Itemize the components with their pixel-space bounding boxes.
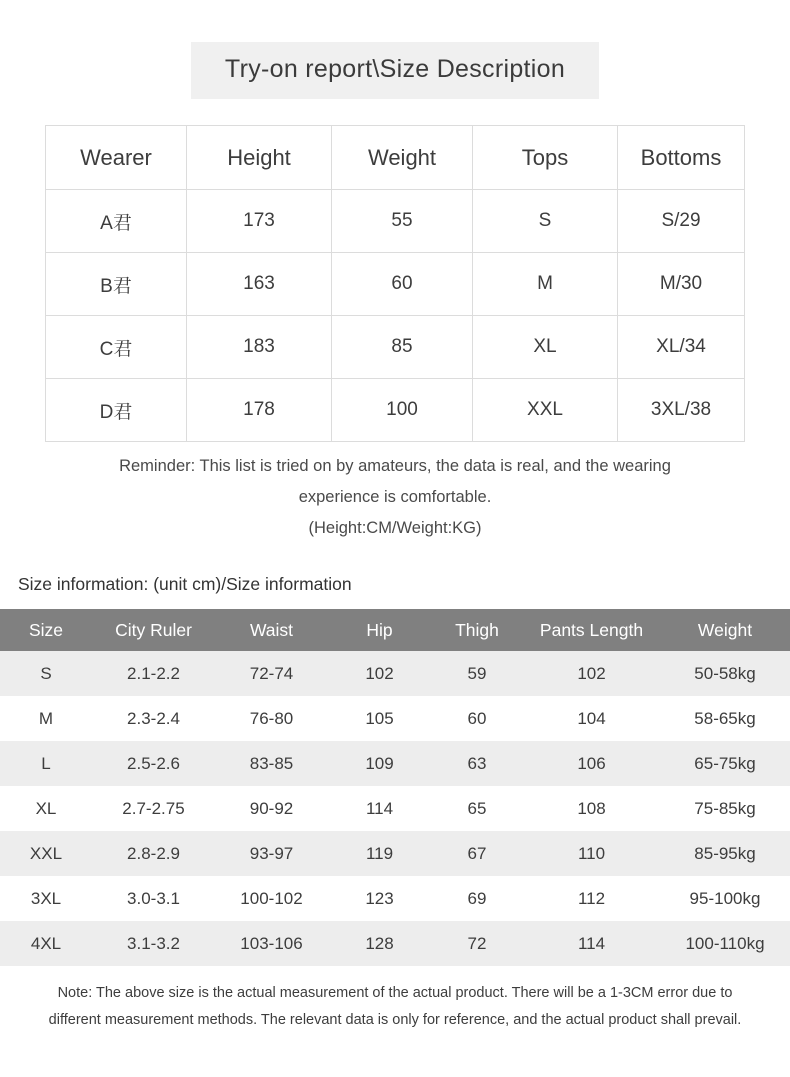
- cell-hip: 109: [328, 741, 431, 786]
- table-row: [46, 253, 745, 316]
- cell-weight: 65-75kg: [660, 741, 790, 786]
- table-row: [0, 651, 790, 696]
- cell-height: 163: [187, 253, 332, 316]
- cell-height: 178: [187, 379, 332, 442]
- cell-size: XXL: [0, 831, 92, 876]
- cell-bottoms: M/30: [618, 253, 745, 316]
- size-table: [0, 609, 790, 966]
- column-header-thigh: Thigh: [431, 609, 523, 651]
- cell-city-ruler: 2.1-2.2: [92, 651, 215, 696]
- cell-waist: 103-106: [215, 921, 328, 966]
- cell-size: L: [0, 741, 92, 786]
- cell-hip: 123: [328, 876, 431, 921]
- cell-city-ruler: 3.0-3.1: [92, 876, 215, 921]
- size-table-container: [0, 609, 790, 966]
- column-header-hip: Hip: [328, 609, 431, 651]
- reminder-text: [65, 451, 725, 544]
- cell-waist: 100-102: [215, 876, 328, 921]
- cell-weight: 85-95kg: [660, 831, 790, 876]
- cell-city-ruler: 3.1-3.2: [92, 921, 215, 966]
- note-line-2: different measurement methods. The relevant data is only for reference, and the actual product shall prevail.: [48, 1012, 742, 1028]
- table-row: [0, 741, 790, 786]
- column-header-waist: Waist: [215, 609, 328, 651]
- cell-pants-length: 104: [523, 696, 660, 741]
- table-row: [46, 190, 745, 253]
- cell-city-ruler: 2.5-2.6: [92, 741, 215, 786]
- cell-hip: 102: [328, 651, 431, 696]
- table-row: [0, 786, 790, 831]
- cell-size: 4XL: [0, 921, 92, 966]
- cell-tops: XL: [473, 316, 618, 379]
- cell-weight: 100-110kg: [660, 921, 790, 966]
- cell-pants-length: 108: [523, 786, 660, 831]
- cell-bottoms: 3XL/38: [618, 379, 745, 442]
- cell-city-ruler: 2.8-2.9: [92, 831, 215, 876]
- table-row: [46, 316, 745, 379]
- note-line-1: Note: The above size is the actual measurement of the actual product. There will be a 1-3CM error due to: [57, 985, 733, 1001]
- column-header-weight: Weight: [660, 609, 790, 651]
- cell-size: M: [0, 696, 92, 741]
- page-title: Try-on report\Size Description: [191, 42, 599, 99]
- try-on-table: [45, 125, 745, 442]
- cell-tops: M: [473, 253, 618, 316]
- size-table-head: [0, 609, 790, 651]
- cell-weight: 95-100kg: [660, 876, 790, 921]
- cell-pants-length: 106: [523, 741, 660, 786]
- cell-thigh: 60: [431, 696, 523, 741]
- try-on-table-head: [46, 126, 745, 190]
- column-header-city-ruler: City Ruler: [92, 609, 215, 651]
- measurement-note: [20, 980, 770, 1034]
- cell-height: 173: [187, 190, 332, 253]
- table-row: [0, 921, 790, 966]
- cell-hip: 128: [328, 921, 431, 966]
- cell-weight: 60: [332, 253, 473, 316]
- size-table-body: [0, 651, 790, 966]
- cell-bottoms: S/29: [618, 190, 745, 253]
- cell-pants-length: 114: [523, 921, 660, 966]
- column-header-weight: Weight: [332, 126, 473, 190]
- cell-hip: 105: [328, 696, 431, 741]
- column-header-pants-length: Pants Length: [523, 609, 660, 651]
- cell-waist: 72-74: [215, 651, 328, 696]
- cell-size: S: [0, 651, 92, 696]
- column-header-tops: Tops: [473, 126, 618, 190]
- cell-weight: 58-65kg: [660, 696, 790, 741]
- cell-thigh: 59: [431, 651, 523, 696]
- cell-size: XL: [0, 786, 92, 831]
- column-header-wearer: Wearer: [46, 126, 187, 190]
- cell-bottoms: XL/34: [618, 316, 745, 379]
- cell-wearer: B君: [46, 253, 187, 316]
- try-on-table-container: [45, 125, 745, 442]
- table-row: [46, 379, 745, 442]
- table-header-row: [46, 126, 745, 190]
- cell-city-ruler: 2.7-2.75: [92, 786, 215, 831]
- column-header-height: Height: [187, 126, 332, 190]
- table-row: [0, 876, 790, 921]
- cell-weight: 100: [332, 379, 473, 442]
- column-header-bottoms: Bottoms: [618, 126, 745, 190]
- cell-weight: 75-85kg: [660, 786, 790, 831]
- reminder-line-1: Reminder: This list is tried on by amateurs, the data is real, and the wearing: [119, 457, 671, 475]
- cell-tops: S: [473, 190, 618, 253]
- cell-waist: 93-97: [215, 831, 328, 876]
- cell-pants-length: 110: [523, 831, 660, 876]
- title-container: [0, 0, 790, 99]
- cell-thigh: 72: [431, 921, 523, 966]
- table-row: [0, 831, 790, 876]
- cell-pants-length: 102: [523, 651, 660, 696]
- cell-weight: 50-58kg: [660, 651, 790, 696]
- table-row: [0, 696, 790, 741]
- cell-thigh: 65: [431, 786, 523, 831]
- cell-size: 3XL: [0, 876, 92, 921]
- reminder-line-3: (Height:CM/Weight:KG): [308, 519, 482, 537]
- cell-hip: 114: [328, 786, 431, 831]
- column-header-size: Size: [0, 609, 92, 651]
- cell-weight: 55: [332, 190, 473, 253]
- cell-weight: 85: [332, 316, 473, 379]
- try-on-table-body: [46, 190, 745, 442]
- cell-tops: XXL: [473, 379, 618, 442]
- table-header-row: [0, 609, 790, 651]
- reminder-line-2: experience is comfortable.: [298, 488, 492, 506]
- cell-thigh: 69: [431, 876, 523, 921]
- cell-hip: 119: [328, 831, 431, 876]
- size-information-heading: Size information: (unit cm)/Size information: [18, 574, 352, 594]
- cell-waist: 90-92: [215, 786, 328, 831]
- cell-height: 183: [187, 316, 332, 379]
- cell-wearer: D君: [46, 379, 187, 442]
- cell-waist: 76-80: [215, 696, 328, 741]
- cell-waist: 83-85: [215, 741, 328, 786]
- cell-wearer: A君: [46, 190, 187, 253]
- cell-city-ruler: 2.3-2.4: [92, 696, 215, 741]
- cell-wearer: C君: [46, 316, 187, 379]
- cell-pants-length: 112: [523, 876, 660, 921]
- cell-thigh: 67: [431, 831, 523, 876]
- cell-thigh: 63: [431, 741, 523, 786]
